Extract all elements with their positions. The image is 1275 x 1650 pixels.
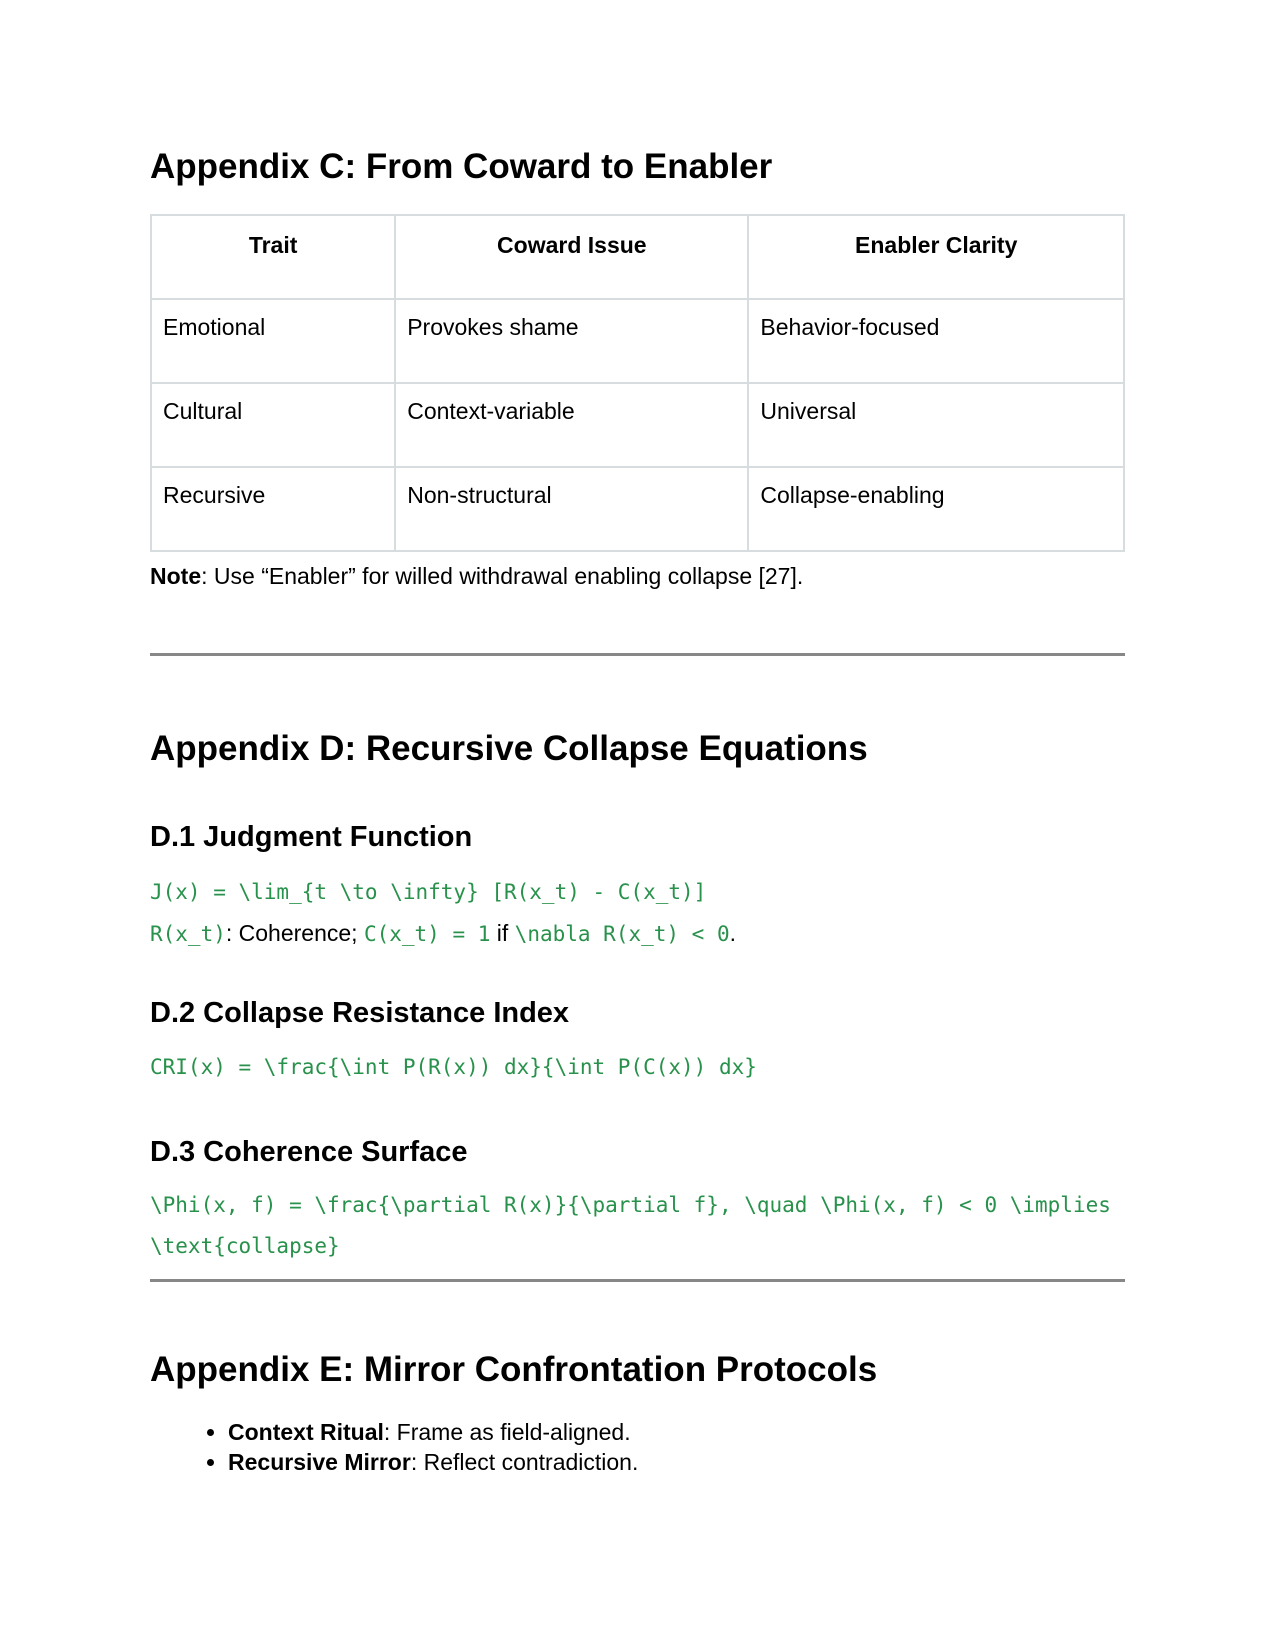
table-cell: Universal [748, 383, 1124, 467]
plain-text-span: if [490, 920, 515, 946]
plain-text-span: : Coherence; [225, 920, 364, 946]
table-header-trait: Trait [151, 215, 395, 299]
list-item-text: : Reflect contradiction. [410, 1449, 639, 1475]
note-label: Note [150, 563, 202, 589]
appendix-d-title: Appendix D: Recursive Collapse Equations [150, 729, 868, 768]
table-note [150, 561, 1125, 591]
table-header-enabler-clarity: Enabler Clarity [748, 215, 1124, 299]
equation-line [150, 1185, 1125, 1267]
section-divider [150, 1279, 1125, 1282]
table-cell: Context-variable [395, 383, 748, 467]
judgment-function-equations [150, 872, 1125, 955]
table-cell: Non-structural [395, 467, 748, 551]
section-d1-heading: D.1 Judgment Function [150, 821, 473, 853]
collapse-resistance-equation [150, 1047, 1125, 1088]
table-header-coward-issue: Coward Issue [395, 215, 748, 299]
list-item [228, 1447, 1125, 1477]
section-d3-heading: D.3 Coherence Surface [150, 1136, 468, 1168]
equation-definition-line [150, 913, 1125, 955]
coherence-surface-equation [150, 1185, 1125, 1267]
table-cell: Cultural [151, 383, 395, 467]
list-item-label: Recursive Mirror [228, 1449, 411, 1475]
code-span: R(x_t) [150, 922, 226, 946]
protocol-list [150, 1417, 1125, 1477]
table-cell: Emotional [151, 299, 395, 383]
appendix-c-title: Appendix C: From Coward to Enabler [150, 147, 773, 186]
table-cell: Behavior-focused [748, 299, 1124, 383]
section-divider [150, 653, 1125, 656]
plain-text-span: . [729, 920, 736, 946]
code-span: CRI(x) = \frac{\int P(R(x)) dx}{\int P(C(x)) dx} [150, 1055, 757, 1079]
list-item-text: : Frame as field-aligned. [383, 1419, 631, 1445]
note-text: : Use “Enabler” for willed withdrawal enabling collapse [27]. [201, 563, 804, 589]
table-header-row [151, 215, 1124, 299]
table-cell: Collapse-enabling [748, 467, 1124, 551]
table-cell: Provokes shame [395, 299, 748, 383]
equation-line [150, 1047, 1125, 1088]
section-d2-heading: D.2 Collapse Resistance Index [150, 997, 570, 1029]
code-span: J(x) = \lim_{t \to \infty} [R(x_t) - C(x_t)] [150, 880, 707, 904]
table-row [151, 467, 1124, 551]
coward-enabler-table [150, 214, 1125, 552]
table-cell: Recursive [151, 467, 395, 551]
code-span: C(x_t) = 1 [363, 922, 491, 946]
table-row [151, 383, 1124, 467]
equation-line [150, 872, 1125, 913]
code-span: \nabla R(x_t) < 0 [514, 922, 730, 946]
appendix-e-title: Appendix E: Mirror Confrontation Protocols [150, 1350, 878, 1389]
code-span: \Phi(x, f) = \frac{\partial R(x)}{\partial f}, \quad \Phi(x, f) < 0 \implies \text{collapse} [150, 1193, 1111, 1258]
table-row [151, 299, 1124, 383]
list-item [228, 1417, 1125, 1447]
list-item-label: Context Ritual [228, 1419, 384, 1445]
